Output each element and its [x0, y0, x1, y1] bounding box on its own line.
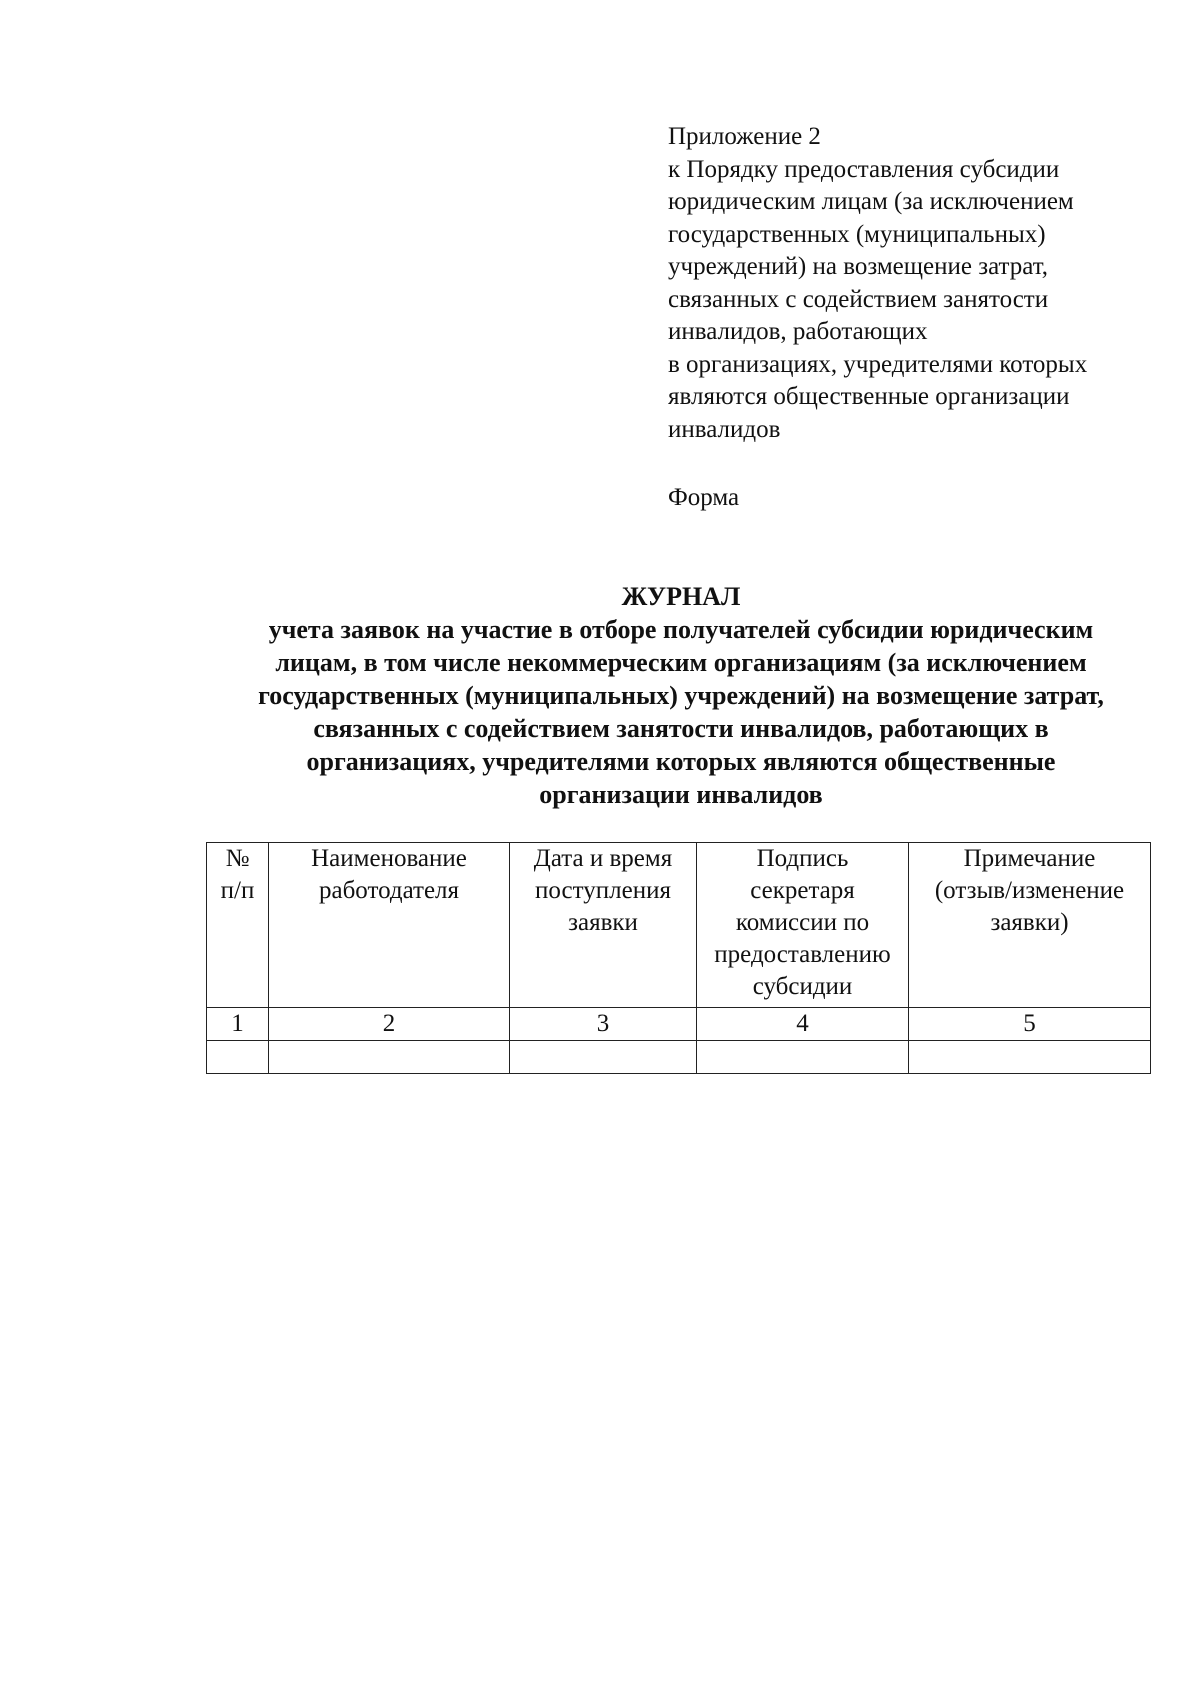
table-cell: [207, 1041, 269, 1074]
column-number-row: [207, 1008, 1151, 1041]
subtitle-line: учета заявок на участие в отборе получателей субсидии юридическим: [268, 615, 1094, 644]
appendix-line: Приложение 2: [668, 123, 821, 150]
column-number-cell: 4: [697, 1008, 909, 1041]
appendix-line: инвалидов, работающих: [668, 318, 928, 345]
appendix-line: учреждений) на возмещение затрат,: [668, 253, 1049, 280]
header-cell-number: [207, 843, 269, 1008]
appendix-line: к Порядку предоставления субсидии: [668, 155, 1060, 183]
appendix-line: в организациях, учредителями которых: [668, 350, 1088, 378]
header-line: предоставлению: [714, 941, 891, 968]
table-cell: [697, 1041, 909, 1074]
subtitle-line: связанных с содействием занятости инвалидов, работающих в: [313, 714, 1049, 743]
header-line: субсидии: [752, 973, 853, 1000]
column-number-cell: 3: [510, 1008, 697, 1041]
subtitle-line: лицам, в том числе некоммерческим организациям (за исключением: [275, 648, 1087, 677]
appendix-line: связанных с содействием занятости: [668, 285, 1049, 313]
journal-table: [206, 842, 1151, 1074]
column-number-cell: 2: [269, 1008, 510, 1041]
table-cell: [510, 1041, 697, 1074]
header-line: комиссии по: [735, 909, 870, 936]
table-cell: [269, 1041, 510, 1074]
column-number-cell: 1: [207, 1008, 269, 1041]
appendix-line: государственных (муниципальных): [668, 220, 1046, 248]
table-header-row: [207, 843, 1151, 1008]
appendix-line: юридическим лицам (за исключением: [668, 188, 1074, 215]
appendix-line: инвалидов: [668, 415, 781, 443]
header-line: заявки: [568, 909, 638, 936]
header-line: заявки): [990, 909, 1069, 936]
form-label: Форма: [668, 484, 740, 511]
subtitle-line: организациях, учредителями которых являются общественные: [306, 747, 1056, 776]
appendix-line: являются общественные организации: [668, 383, 1070, 410]
table-cell: [909, 1041, 1151, 1074]
header-line: работодателя: [318, 877, 460, 904]
header-line: Примечание: [963, 845, 1096, 872]
header-cell-secretary-signature: [697, 843, 909, 1008]
header-cell-note: [909, 843, 1151, 1008]
subtitle-line: организации инвалидов: [539, 780, 823, 809]
header-line: №: [225, 845, 250, 872]
document-subtitle: [100, 613, 1200, 811]
header-line: (отзыв/изменение: [934, 877, 1125, 904]
column-number-cell: 5: [909, 1008, 1151, 1041]
header-cell-employer-name: [269, 843, 510, 1008]
header-line: Дата и время: [533, 845, 673, 872]
header-line: п/п: [220, 877, 255, 904]
header-line: поступления: [535, 877, 671, 904]
appendix-block: [668, 121, 1168, 446]
header-line: секретаря: [750, 877, 855, 904]
subtitle-line: государственных (муниципальных) учреждений) на возмещение затрат,: [258, 681, 1104, 710]
document-title: ЖУРНАЛ: [621, 582, 741, 611]
header-cell-date-time: [510, 843, 697, 1008]
header-line: Подпись: [756, 845, 849, 872]
table-row: [207, 1041, 1151, 1074]
header-line: Наименование: [311, 845, 467, 872]
